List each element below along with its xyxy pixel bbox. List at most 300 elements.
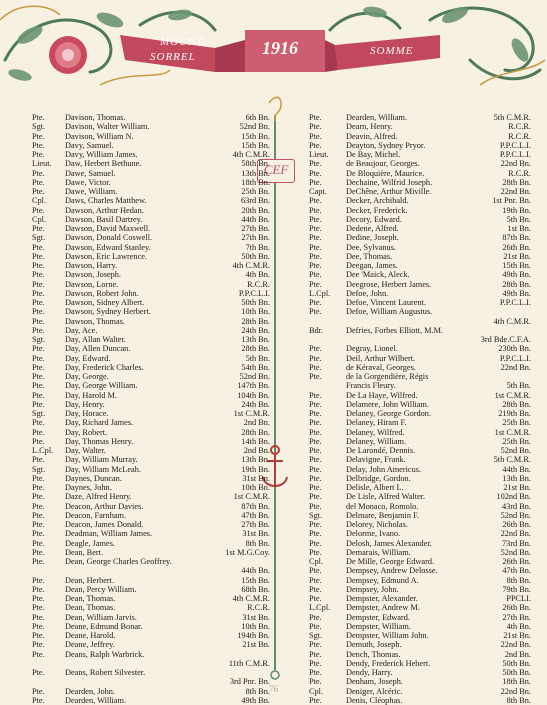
entry-unit: 54th Bn. [241,362,270,372]
entry-name: Deacon, Farnham. [65,510,127,520]
entry-unit: 219th Bn. [498,409,531,418]
roll-entry [32,243,270,252]
entry-rank: Pte. [32,113,45,122]
entry-name: Decory, Edward. [346,214,402,224]
entry-unit: 27th Bn. [241,233,270,243]
right-roll-column [309,113,531,705]
entry-unit: 11th C.M.R. [228,658,270,668]
roll-entry [32,465,270,474]
entry-name: Dawson, Eric Lawrence. [65,251,148,261]
entry-unit: 8th Bn. [506,695,531,705]
entry-unit: 1st C.M.R. [233,409,270,418]
entry-name: Day, Ace. [65,325,98,335]
entry-unit: P.P.C.L.I. [499,298,531,307]
banner-label-somme: SOMME [370,45,414,57]
entry-name: Dawe, William. [65,187,118,196]
entry-name: Day, Harold M. [65,390,117,400]
entry-unit: 43rd Bn. [501,501,531,511]
roll-entry [32,150,270,159]
banner-year: 1916 [262,38,298,58]
entry-unit: 194th Bn. [237,631,270,640]
entry-rank: Pte. [309,594,322,603]
roll-entry [309,363,531,372]
roll-entry [32,529,270,538]
entry-unit: 21st Bn. [503,251,531,261]
entry-name: Demuth, Joseph. [346,640,402,650]
entry-name: Daynes, Duncan. [65,473,122,483]
entry-rank: Pte. [32,298,45,307]
roll-entry [32,409,270,418]
entry-name: Daynes, John. [65,483,112,492]
entry-unit: 2nd Bn. [243,446,270,455]
entry-name: Delisle, Albert L. [346,483,404,492]
entry-name: Day, Richard James. [65,418,134,428]
entry-rank: Pte. [309,168,322,178]
entry-rank: Pte. [309,529,322,539]
entry-name: Dawson, Sydney Herbert. [65,307,151,317]
entry-name: Dench, Thomas. [346,649,401,659]
roll-entry [32,178,270,187]
entry-name: Dempster, Andrew M. [346,603,420,613]
entry-rank: Pte. [309,362,322,372]
entry-name: Davison, William N. [65,131,134,141]
roll-entry [309,474,531,483]
entry-rank: L.Cpl. [309,603,331,613]
entry-unit: 5th Bn. [506,214,531,224]
roll-entry [32,483,270,492]
entry-rank: Pte. [309,279,322,289]
roll-entry [309,298,531,307]
entry-unit: 4th C.M.R. [232,261,270,270]
entry-unit: 10th Bn. [241,483,270,492]
entry-unit: 10th Bn. [241,307,270,317]
entry-unit: 21st Bn. [503,483,531,492]
entry-unit: 8th Bn. [245,686,270,696]
roll-entry [309,548,531,557]
entry-rank: Pte. [32,150,45,159]
roll-entry [309,150,531,159]
entry-name: Daze, Alfred Henry. [65,492,132,502]
entry-name: Dawson, David Maxwell. [65,224,151,233]
entry-name: Dean, Percy William. [65,584,137,594]
entry-rank: Pte. [32,372,45,381]
entry-name: Day, Allan Walter. [65,335,126,344]
entry-unit: 6th Bn. [245,113,270,122]
entry-unit: 22nd Bn. [500,686,531,696]
entry-name: Delorey, Nicholas. [346,520,408,529]
roll-entry [32,520,270,529]
roll-entry [309,289,531,298]
entry-rank [309,381,346,390]
entry-rank: Sgt. [309,631,323,640]
roll-entry [32,492,270,501]
entry-rank: Pte. [309,575,322,585]
roll-entry [32,381,270,390]
roll-entry [32,446,270,455]
entry-name: Dearden, William. [346,113,408,122]
entry-rank: Pte. [32,344,45,354]
entry-unit: 25th Bn. [502,418,531,428]
entry-unit [268,650,270,659]
roll-entry [309,270,531,279]
entry-rank: Pte. [32,603,45,613]
entry-name: Dedine, Joseph. [346,233,399,243]
entry-name: de Kéraval, Georges. [346,362,416,372]
roll-entry [309,594,531,603]
entry-rank: Pte. [309,298,322,307]
entry-rank: Pte. [32,538,45,548]
entry-name: Day, William Murray. [65,455,138,465]
roll-entry [309,326,531,335]
entry-unit: 13th Bn. [241,335,270,344]
entry-name: Day, George. [65,372,109,381]
entry-name: Deacon, James Donald. [65,520,144,529]
roll-entry [309,696,531,705]
entry-rank: Bdr. [309,325,324,335]
entry-rank: Pte. [309,390,322,400]
entry-name: Deagle, James. [65,538,115,548]
roll-entry [309,418,531,427]
entry-name: Day, William McLeah. [65,464,141,474]
entry-name: Deayton, Sydney Pryor. [346,140,426,150]
roll-entry [309,159,531,168]
entry-unit [529,372,531,381]
entry-name: Day, George William. [65,381,138,391]
entry-rank: Pte. [32,520,45,529]
roll-entry [32,215,270,224]
roll-entry [32,122,270,131]
entry-unit: 1st M.G.Coy. [225,547,270,557]
roll-entry [309,622,531,631]
roll-entry [309,566,531,575]
entry-rank: Pte. [32,316,45,326]
entry-name: Dean, George Charles Geoffrey. [65,557,172,566]
entry-name: Dearn, Henry. [346,122,393,132]
roll-entry [32,640,270,649]
entry-unit: 15th Bn. [502,261,531,270]
entry-name: Day, Horace. [65,409,109,418]
entry-rank: Pte. [32,612,45,622]
entry-unit: 50th Bn. [502,668,531,677]
entry-name: Deane, Jeffrey. [65,640,115,650]
entry-rank: Pte. [309,695,322,705]
entry-unit: 31st Bn. [242,473,270,483]
entry-name: de la Gorgendière, Régis [346,372,429,381]
entry-unit: 26th Bn. [502,557,531,566]
entry-name: Dendy, Harry. [346,668,393,677]
page-number: 76 [269,684,278,694]
entry-unit: 1st C.M.R. [494,390,531,400]
roll-entry [309,261,531,270]
entry-unit: 25th Bn. [241,187,270,196]
entry-name: Deniger, Alcéric. [346,686,403,696]
entry-unit: 15th Bn. [241,140,270,150]
entry-unit: 21st Bn. [503,631,531,640]
roll-entry [309,141,531,150]
roll-entry [32,502,270,511]
entry-unit: 4th C.M.R. [232,594,270,603]
entry-rank: Pte. [32,381,45,391]
entry-rank: Sgt. [309,510,323,520]
entry-unit: 87th Bn. [502,233,531,243]
entry-name: Dempster, Edward. [346,612,410,622]
entry-rank: Pte. [309,677,322,687]
entry-name: Dempster, William John. [346,631,429,640]
entry-unit: 1st C.M.R. [233,492,270,502]
roll-entry [32,196,270,205]
entry-name: Denis, Cléophas. [346,695,403,705]
roll-entry [32,613,270,622]
entry-name: Davy, Samuel. [65,140,114,150]
entry-rank: Cpl. [32,196,47,206]
entry-unit: 31st Bn. [242,612,270,622]
entry-unit: 18th Bn. [502,677,531,687]
entry-rank: Pte. [309,140,322,150]
roll-entry [32,289,270,298]
entry-name: Day, Edward. [65,353,111,363]
entry-name: Dean, Thomas. [65,594,116,603]
entry-rank: Pte. [32,353,45,363]
entry-name: Decker, Frederick. [346,205,408,215]
entry-unit: R.C.R. [508,122,531,132]
entry-unit: 26th Bn. [502,603,531,613]
roll-entry [309,280,531,289]
roll-entry [309,132,531,141]
roll-entry [309,650,531,659]
entry-rank: Pte. [32,640,45,650]
roll-entry [32,159,270,168]
entry-rank: Pte. [309,436,322,446]
entry-rank: Pte. [32,177,45,187]
entry-rank: Pte. [32,325,45,335]
entry-unit: 28th Bn. [241,316,270,326]
entry-name: Dempster, William. [346,621,411,631]
entry-unit: 1st C.M.R. [494,427,531,437]
entry-unit: 19th Bn. [241,464,270,474]
entry-name: De Bloquière, Maurice. [346,168,425,178]
entry-name [346,335,479,344]
roll-entry [309,502,531,511]
entry-unit: 5th Bn. [506,381,531,391]
entry-unit: 24th Bn. [241,325,270,335]
roll-entry [32,372,270,381]
entry-unit: 52nd Bn. [500,446,531,455]
entry-rank: Pte. [32,436,45,446]
entry-rank: Pte. [32,131,45,141]
roll-entry [309,520,531,529]
entry-rank: Pte. [309,177,322,187]
roll-entry [32,233,270,242]
entry-name: de Beaujour, Georges. [346,159,420,169]
entry-unit: 27th Bn. [241,224,270,233]
roll-entry [32,206,270,215]
entry-name: Dempsey, Edmund A. [346,575,419,585]
entry-rank: Pte. [32,224,45,233]
entry-rank: Pte. [309,483,322,492]
entry-rank: Pte. [32,510,45,520]
entry-name: Davison, Thomas. [65,113,126,122]
entry-rank: Pte. [309,668,322,677]
entry-rank: Pte. [32,279,45,289]
entry-name: Delaney, Hiram F. [346,418,407,428]
entry-unit: 50th Bn. [502,658,531,668]
roll-entry [309,455,531,464]
entry-name: Dean, Herbert. [65,575,115,585]
entry-rank: Sgt. [32,409,46,418]
entry-unit: 5th C.M.R. [493,455,531,465]
entry-unit: 21st Bn. [242,640,270,650]
roll-entry [32,474,270,483]
roll-entry [32,298,270,307]
roll-entry [32,603,270,612]
entry-name: Dawson, Donald Coswell. [65,233,153,243]
entry-unit: 1st Pnr. Bn. [492,196,531,206]
roll-entry [309,252,531,261]
entry-unit: 49th Bn. [241,695,270,705]
entry-rank: Pte. [309,113,322,122]
entry-rank: Sgt. [32,464,46,474]
entry-rank: Pte. [32,594,45,603]
entry-unit: 14th Bn. [241,436,270,446]
roll-entry [32,631,270,640]
entry-name: Dawson, Lorne. [65,279,119,289]
entry-name: Dee 'Maick, Aleck. [346,270,410,280]
roll-entry [32,280,270,289]
entry-name: Day, Thomas Henry. [65,436,134,446]
entry-rank: Pte. [309,547,322,557]
entry-rank: Pte. [32,270,45,280]
entry-name: Delavigne, Frank. [346,455,406,465]
entry-name: Dawson, Thomas. [65,316,125,326]
entry-rank: Pte. [309,501,322,511]
entry-unit: 49th Bn. [502,288,531,298]
entry-rank: Pte. [309,612,322,622]
entry-unit: 52nd Bn. [239,122,270,132]
entry-name: Denham, Joseph. [346,677,403,687]
entry-rank: Pte. [32,242,45,252]
roll-entry [309,178,531,187]
entry-name: DeChêne, Arthur Miville. [346,187,432,196]
entry-name: del Monaco, Romolo. [346,501,419,511]
roll-entry [32,270,270,279]
entry-name: Dawson, Sidney Albert. [65,298,145,307]
entry-rank: Pte. [32,473,45,483]
roll-entry [32,400,270,409]
entry-unit: 22nd Bn. [500,187,531,196]
entry-rank: Pte. [32,390,45,400]
entry-rank: Pte. [309,621,322,631]
entry-unit: 44th Bn. [241,214,270,224]
roll-entry [32,566,270,575]
roll-entry [309,603,531,612]
roll-entry [32,335,270,344]
entry-unit: 8th Bn. [506,575,531,585]
roll-entry [309,196,531,205]
entry-unit: 13th Bn. [241,168,270,178]
entry-rank: Pte. [32,501,45,511]
roll-entry [309,122,531,131]
entry-unit: 3rd Pnr. Bn. [229,677,270,687]
entry-rank [32,659,65,668]
entry-unit: 79th Bn. [502,584,531,594]
roll-entry [32,141,270,150]
entry-rank: Pte. [309,353,322,363]
entry-name: Delmare, Benjamin F. [346,510,420,520]
entry-name: Delaney, Wilfred. [346,427,405,437]
entry-rank: Pte. [32,575,45,585]
entry-rank: Pte. [32,649,45,659]
entry-name: Day, Frederick Charles. [65,362,144,372]
entry-rank: Pte. [32,547,45,557]
entry-name: Dean, Thomas. [65,603,116,613]
entry-name: Dean, Bert. [65,547,104,557]
roll-entry [309,492,531,501]
entry-rank: Pte. [309,427,322,437]
entry-rank: Pte. [309,649,322,659]
roll-entry [309,446,531,455]
roll-entry [309,640,531,649]
roll-entry [309,224,531,233]
entry-unit: 50th Bn. [241,298,270,307]
entry-unit: 31st Bn. [242,529,270,539]
entry-name: Dechaine, Wilfrid Joseph. [346,177,433,187]
entry-name: Day, Walter. [65,446,106,455]
entry-unit: 8th Bn. [245,538,270,548]
entry-rank: Pte. [309,520,322,529]
entry-unit: 50th Bn. [241,251,270,261]
entry-name: De Larondé, Dennis. [346,446,416,455]
entry-unit: 2nd Bn. [243,418,270,428]
entry-unit: 52nd Bn. [500,547,531,557]
roll-entry [309,511,531,520]
entry-rank: Pte. [309,205,322,215]
entry-rank: Cpl. [309,557,324,566]
entry-rank: Pte. [32,251,45,261]
roll-entry [32,650,270,659]
roll-entry [32,548,270,557]
entry-name: Dempster, Alexander. [346,594,418,603]
entry-unit: R.C.R. [508,168,531,178]
roll-entry [32,455,270,464]
entry-rank: Cpl. [32,214,47,224]
roll-entry [309,668,531,677]
entry-unit: 4th C.M.R. [232,150,270,159]
entry-unit: 26th Bn. [502,242,531,252]
entry-name: De Mille, George Edward. [346,557,435,566]
roll-entry [32,261,270,270]
entry-rank: Lieut. [309,150,329,159]
entry-rank: Pte. [32,492,45,502]
roll-entry [309,169,531,178]
entry-unit: 4th Bn. [506,621,531,631]
entry-name: Davy, William James. [65,150,138,159]
entry-name: Daws, Charles Matthew. [65,196,147,206]
entry-unit: 87th Bn. [241,501,270,511]
entry-rank: Pte. [32,483,45,492]
entry-unit: 104th Bn. [237,390,270,400]
entry-rank: Pte. [309,251,322,261]
entry-rank: Pte. [32,529,45,539]
roll-entry [32,418,270,427]
entry-name: De Bay, Michel. [346,150,401,159]
cef-label: CEF [263,162,289,177]
entry-unit: 22nd Bn. [500,362,531,372]
roll-entry [309,613,531,622]
entry-name [65,566,239,575]
entry-name [65,659,227,668]
entry-rank: Pte. [309,409,322,418]
roll-entry [32,585,270,594]
